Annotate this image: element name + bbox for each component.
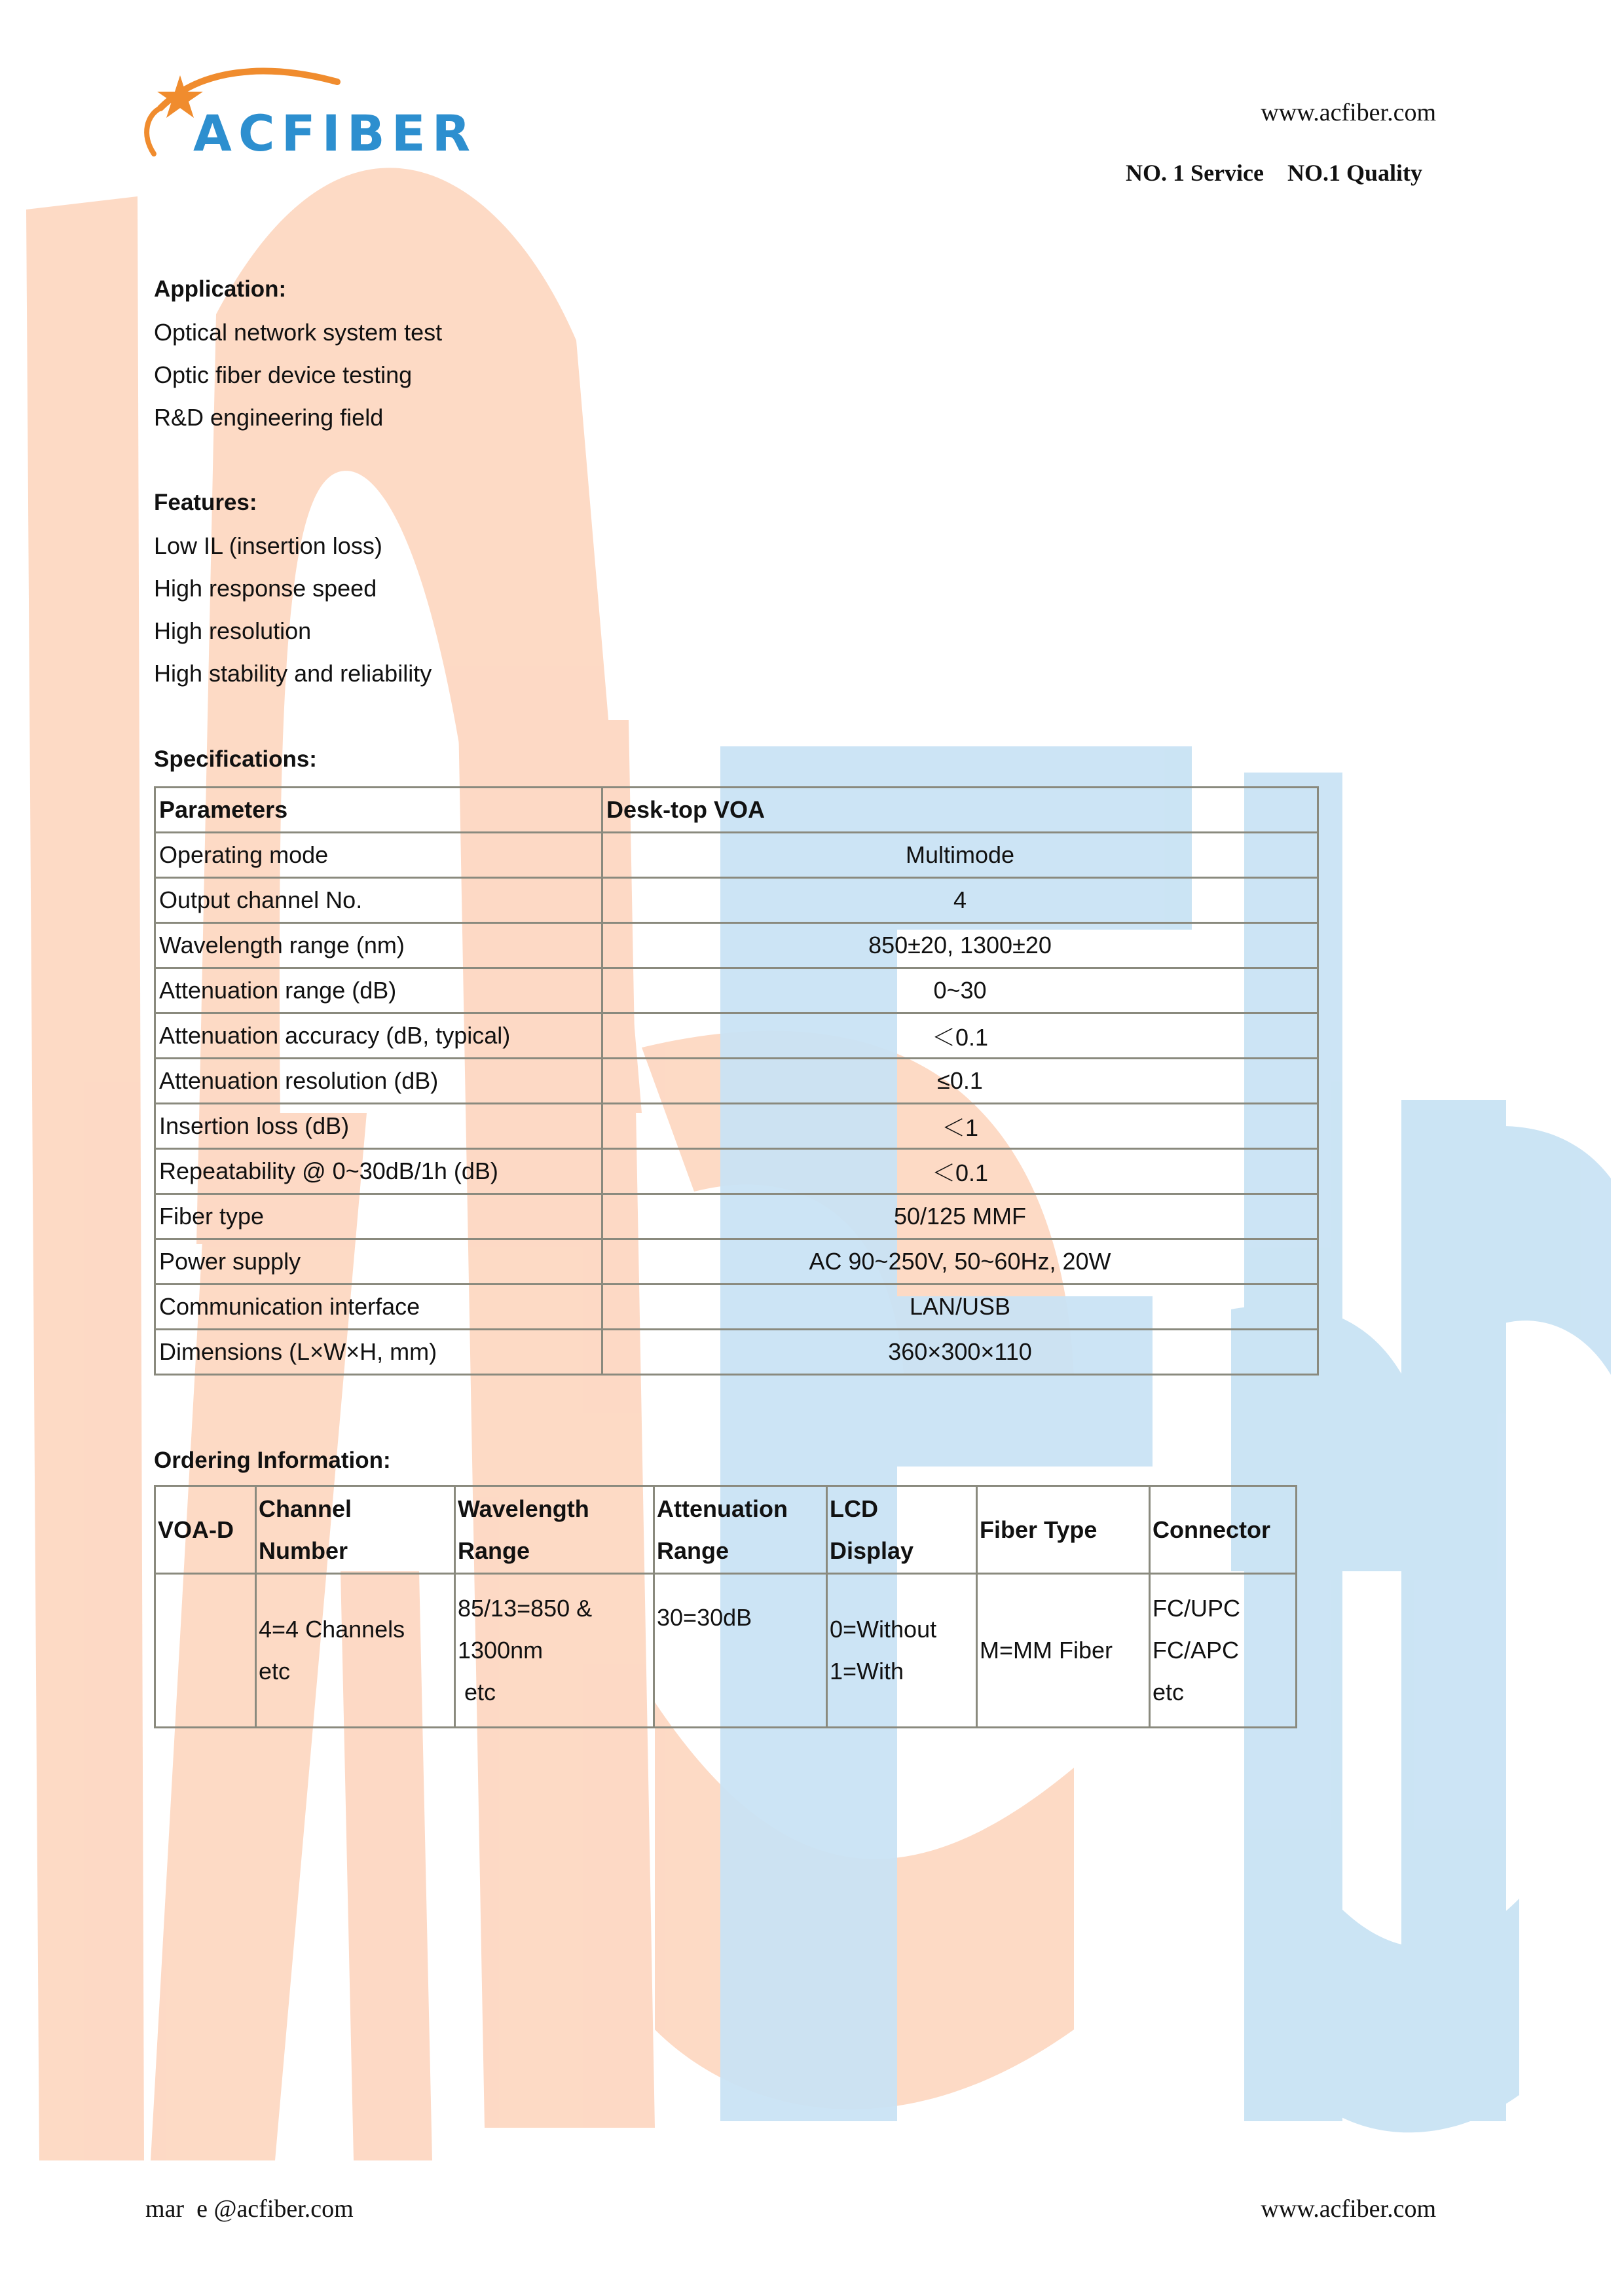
spec-param: Insertion loss (dB)	[155, 1104, 602, 1149]
table-row	[155, 1013, 1318, 1059]
order-header-cell	[654, 1486, 827, 1574]
cell-line: FC/UPC	[1153, 1595, 1240, 1622]
cell-line: 30=30dB	[657, 1604, 752, 1631]
header-line: Connector	[1153, 1516, 1270, 1543]
table-row	[155, 833, 1318, 878]
order-cell	[977, 1574, 1150, 1728]
spec-value: 4	[602, 878, 1318, 923]
order-cell	[155, 1574, 256, 1728]
cell-line: 1300nm	[458, 1637, 544, 1664]
logo-text: ACFIBER	[193, 104, 477, 160]
footer-url[interactable]: www.acfiber.com	[1261, 2195, 1436, 2223]
header-line: Number	[259, 1537, 348, 1564]
table-row	[155, 878, 1318, 923]
ordering-title: Ordering Information:	[154, 1448, 391, 1473]
spec-value: ＜0.1	[602, 1013, 1318, 1059]
spec-param: Dimensions (L×W×H, mm)	[155, 1330, 602, 1375]
table-header-row	[155, 1486, 1297, 1574]
order-header-cell	[977, 1486, 1150, 1574]
header-line: Wavelength	[458, 1495, 589, 1522]
spec-param: Communication interface	[155, 1285, 602, 1330]
application-item: R&D engineering field	[154, 404, 384, 431]
order-header-cell	[256, 1486, 455, 1574]
features-title: Features:	[154, 490, 257, 515]
table-header-row	[155, 788, 1318, 833]
table-row	[155, 923, 1318, 968]
spec-param: Attenuation range (dB)	[155, 968, 602, 1013]
header-line: Attenuation	[657, 1495, 788, 1522]
table-row	[155, 1574, 1297, 1728]
cell-line: etc	[259, 1658, 291, 1685]
header-line: VOA-D	[158, 1516, 234, 1543]
cell-line: 0=Without	[830, 1616, 937, 1643]
table-row	[155, 1285, 1318, 1330]
order-header-cell	[155, 1486, 256, 1574]
cell-line: 85/13=850 &	[458, 1595, 593, 1622]
spec-value: 0~30	[602, 968, 1318, 1013]
order-cell	[1150, 1574, 1297, 1728]
spec-value: LAN/USB	[602, 1285, 1318, 1330]
spec-value: ＜0.1	[602, 1149, 1318, 1194]
header-tagline: NO. 1 Service NO.1 Quality	[1126, 160, 1422, 186]
spec-value: ≤0.1	[602, 1059, 1318, 1104]
table-header-cell: Desk-top VOA	[602, 788, 1318, 833]
spec-param: Operating mode	[155, 833, 602, 878]
header-line: Range	[657, 1537, 729, 1564]
header-line: Range	[458, 1537, 530, 1564]
order-header-cell	[455, 1486, 654, 1574]
spec-value: AC 90~250V, 50~60Hz, 20W	[602, 1239, 1318, 1285]
table-row	[155, 1149, 1318, 1194]
spec-value: ＜1	[602, 1104, 1318, 1149]
order-cell	[654, 1574, 827, 1728]
spec-param: Output channel No.	[155, 878, 602, 923]
spec-param: Wavelength range (nm)	[155, 923, 602, 968]
spec-param: Power supply	[155, 1239, 602, 1285]
table-row	[155, 968, 1318, 1013]
table-row	[155, 1104, 1318, 1149]
table-row	[155, 1194, 1318, 1239]
table-header-cell: Parameters	[155, 788, 602, 833]
order-cell	[455, 1574, 654, 1728]
cell-line: etc	[1153, 1679, 1185, 1705]
table-row	[155, 1330, 1318, 1375]
spec-param: Repeatability @ 0~30dB/1h (dB)	[155, 1149, 602, 1194]
cell-line: 1=With	[830, 1658, 904, 1685]
spec-param: Attenuation accuracy (dB, typical)	[155, 1013, 602, 1059]
header-line: LCD	[830, 1495, 878, 1522]
cell-line: etc	[458, 1679, 496, 1705]
cell-line: FC/APC	[1153, 1637, 1240, 1664]
spec-value: 850±20, 1300±20	[602, 923, 1318, 968]
order-header-cell	[1150, 1486, 1297, 1574]
spec-param: Attenuation resolution (dB)	[155, 1059, 602, 1104]
spec-value: Multimode	[602, 833, 1318, 878]
header-line: Display	[830, 1537, 914, 1564]
logo-emblem	[141, 62, 481, 160]
application-title: Application:	[154, 276, 287, 302]
cell-line: 4=4 Channels	[259, 1616, 405, 1643]
spec-value: 50/125 MMF	[602, 1194, 1318, 1239]
ordering-table	[154, 1485, 1297, 1728]
cell-line: M=MM Fiber	[980, 1637, 1113, 1664]
feature-item: High stability and reliability	[154, 660, 432, 687]
feature-item: High response speed	[154, 575, 377, 602]
header-line: Channel	[259, 1495, 352, 1522]
company-logo	[141, 62, 481, 160]
feature-item: Low IL (insertion loss)	[154, 532, 382, 559]
application-item: Optical network system test	[154, 319, 443, 346]
spec-value: 360×300×110	[602, 1330, 1318, 1375]
order-cell	[256, 1574, 455, 1728]
feature-item: High resolution	[154, 617, 312, 644]
specifications-title: Specifications:	[154, 746, 317, 772]
footer-email[interactable]: mar e @acfiber.com	[145, 2195, 354, 2223]
order-cell	[827, 1574, 977, 1728]
table-row	[155, 1059, 1318, 1104]
specifications-table	[154, 786, 1319, 1376]
table-row	[155, 1239, 1318, 1285]
header-line: Fiber Type	[980, 1516, 1098, 1543]
application-item: Optic fiber device testing	[154, 361, 413, 388]
order-header-cell	[827, 1486, 977, 1574]
header-url[interactable]: www.acfiber.com	[1261, 99, 1436, 126]
spec-param: Fiber type	[155, 1194, 602, 1239]
